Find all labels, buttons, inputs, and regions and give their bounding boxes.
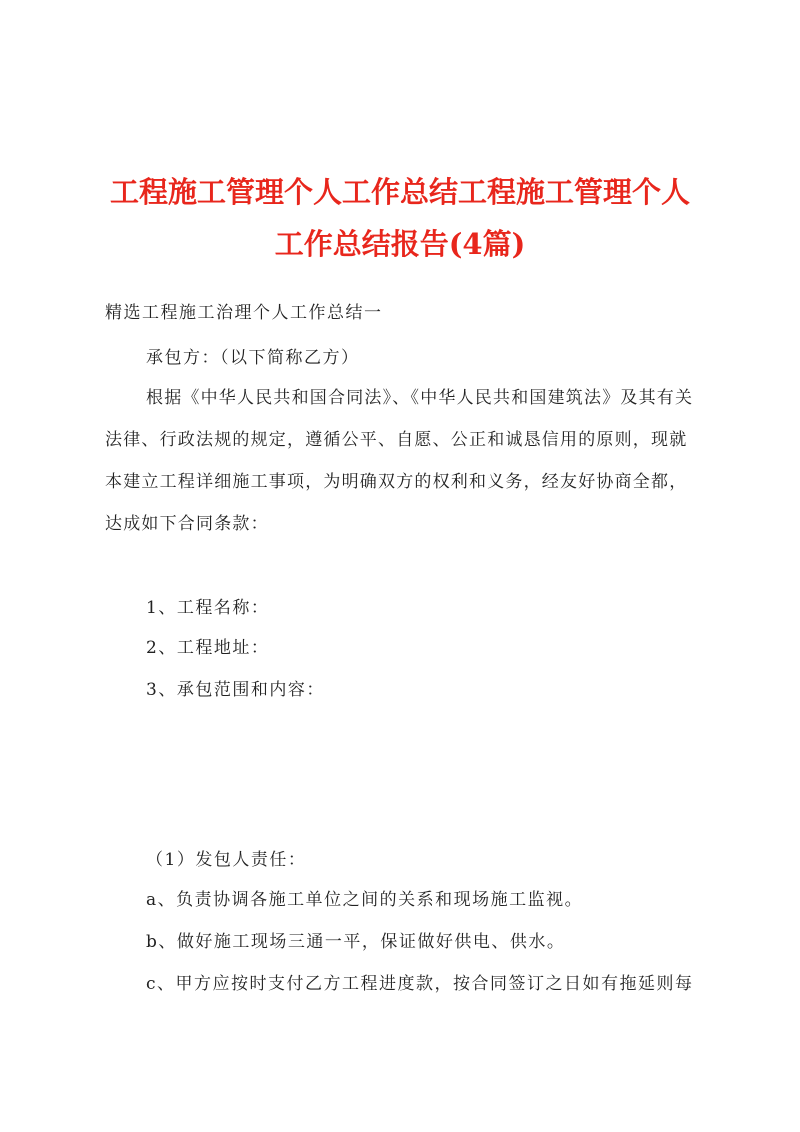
responsibility-item-b: b、做好施工现场三通一平，保证做好供电、供水。 <box>146 932 566 952</box>
list-item-project-name: 1、工程名称： <box>146 598 270 618</box>
contractor-line: 承包方：（以下简称乙方） <box>146 348 360 368</box>
intro-line: 根据《中华人民共和国合同法》、《中华人民共和国建筑法》及其有关 <box>146 388 694 408</box>
intro-line: 本建立工程详细施工事项，为明确双方的权利和义务，经友好协商全都， <box>105 472 688 492</box>
intro-line: 法律、行政法规的规定，遵循公平、自愿、公正和诚恳信用的原则，现就 <box>105 430 688 450</box>
list-item-scope: 3、承包范围和内容： <box>146 680 325 700</box>
document-title-line-1: 工程施工管理个人工作总结工程施工管理个人 <box>109 175 690 209</box>
document-title-line-2: 工作总结报告(4篇) <box>274 227 526 261</box>
intro-line: 达成如下合同条款： <box>105 514 269 534</box>
responsibility-item-a: a、负责协调各施工单位之间的关系和现场施工监视。 <box>146 890 584 910</box>
responsibility-heading: （1）发包人责任： <box>146 850 307 870</box>
responsibility-item-c: c、甲方应按时支付乙方工程进度款，按合同签订之日如有拖延则每 <box>146 974 694 994</box>
section-subtitle: 精选工程施工治理个人工作总结一 <box>105 303 383 323</box>
list-item-project-address: 2、工程地址： <box>146 638 270 658</box>
